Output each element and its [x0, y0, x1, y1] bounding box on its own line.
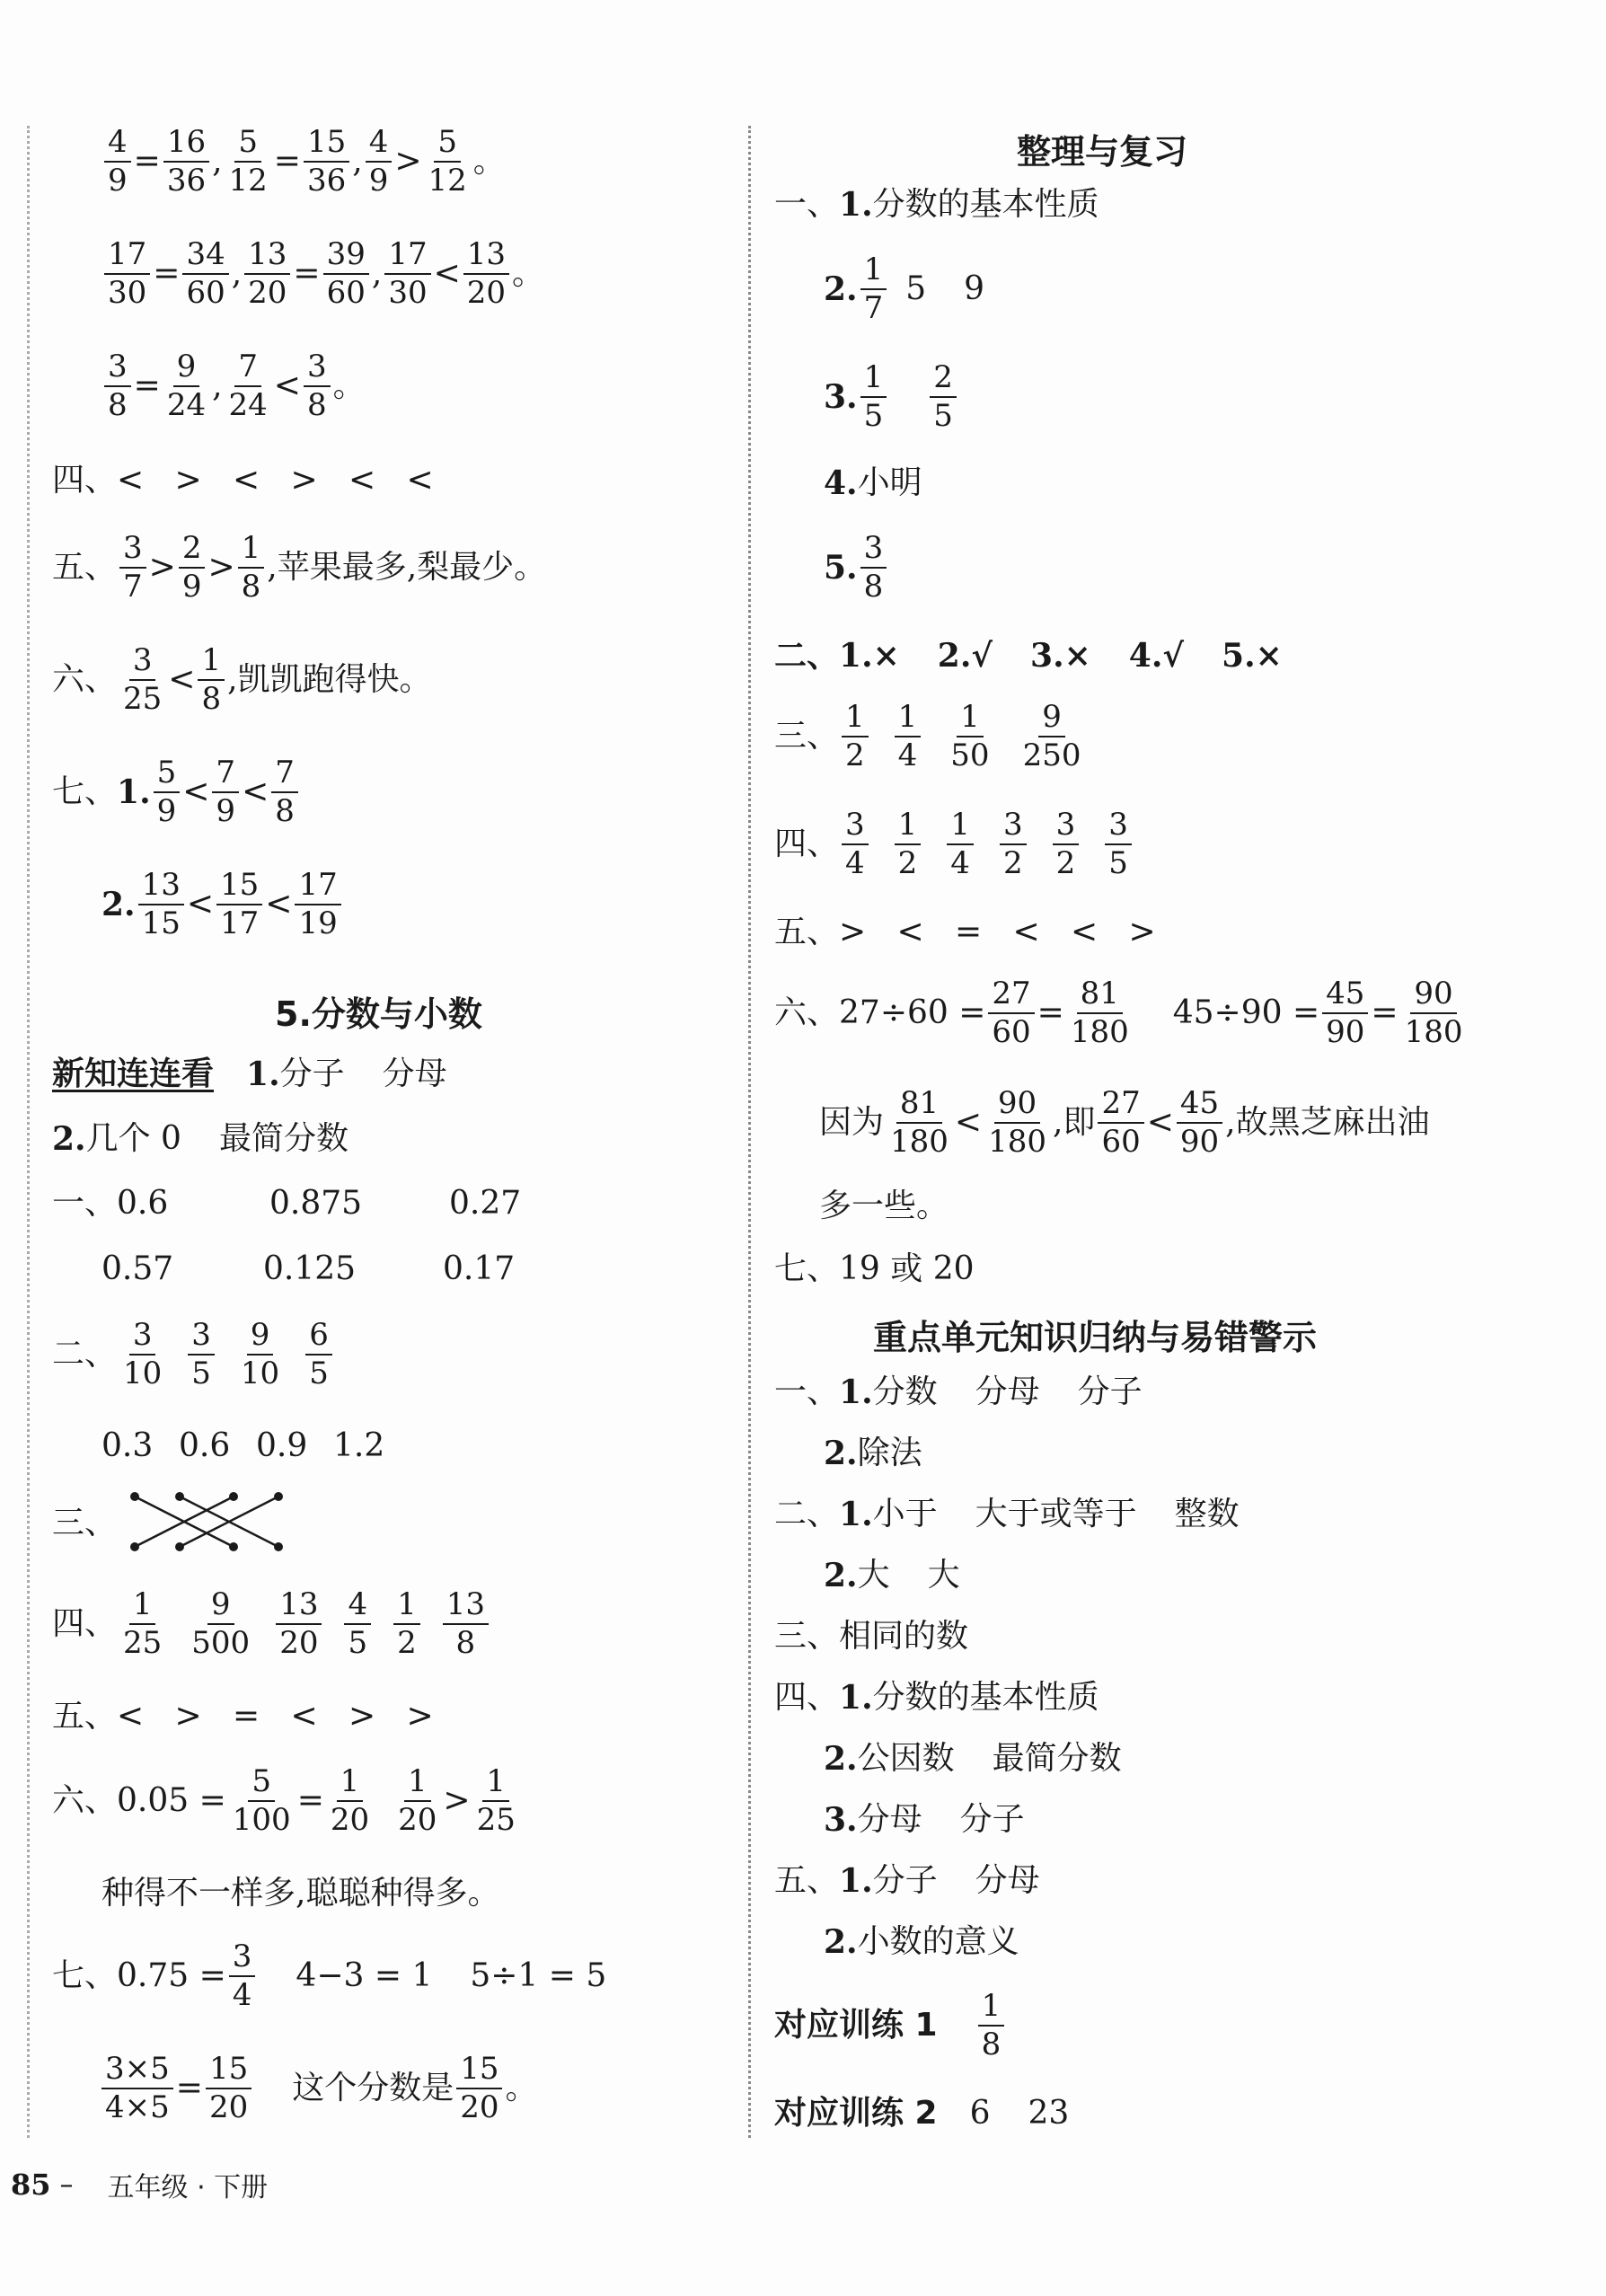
fraction: $\frac{1}{8}$ [978, 1990, 1005, 2061]
section-4-fractions: 四、 $\frac{1}{25}$ $\frac{9}{500}$ $\frac{13}{20}$ $\frac{4}{5}$ $\frac{1}{2}$ $\frac{13}{8}$ [52, 1588, 491, 1659]
fraction: $\frac{2}{9}$ [179, 532, 206, 603]
section-title-5: 5.分数与小数 [275, 994, 482, 1034]
fraction: $\frac{1}{25}$ [123, 1586, 163, 1661]
key-4-1: 四、 1. 分数的基本性质 [774, 1679, 1099, 1717]
fraction: $\frac{1}{7}$ [860, 253, 887, 324]
fraction: $\frac{3}{25}$ [123, 642, 163, 717]
fraction: $\frac{4}{5}$ [344, 1588, 371, 1659]
fraction: $\frac{1}{2}$ [842, 701, 869, 772]
fraction: $\frac{4}{9}$ [104, 126, 131, 197]
grade-label: 五年级 · 下册 [107, 2172, 269, 2203]
fraction: $\frac{4}{9}$ [366, 126, 393, 197]
review-6-equations: 六、 27÷60 = $\frac{27}{60}$ = $\frac{81}{180}$ 45÷90 = $\frac{45}{90}$ = $\frac{90}{180}$ [774, 977, 1469, 1048]
fraction: $\frac{7}{24}$ [228, 349, 268, 423]
fraction: $\frac{9}{500}$ [191, 1586, 251, 1661]
fraction: $\frac{27}{60}$ [1098, 1087, 1143, 1158]
fraction: $\frac{17}{30}$ [384, 238, 430, 309]
fraction: $\frac{81}{180}$ [1070, 976, 1129, 1050]
fraction: $\frac{13}{20}$ [276, 1588, 322, 1659]
review-3-fractions: 三、 $\frac{1}{2}$ $\frac{1}{4}$ $\frac{1}{50}$ $\frac{9}{250}$ [774, 701, 1087, 772]
fraction: $\frac{15}{17}$ [216, 869, 262, 940]
review-4-fractions: 四、 $\frac{3}{4}$ $\frac{1}{2}$ $\frac{1}{4}$ $\frac{3}{2}$ $\frac{3}{2}$ $\frac{3}{5}$ [774, 808, 1134, 879]
fraction: $\frac{1}{25}$ [476, 1763, 516, 1838]
section-6-conclusion: 种得不一样多,聪聪种得多。 [101, 1875, 500, 1912]
fraction: $\frac{90}{180}$ [988, 1085, 1046, 1160]
review-7-answer: 七、 19 或 20 [774, 1250, 975, 1287]
review-1-2: 2. $\frac{1}{7}$ 5 9 [824, 252, 985, 326]
fraction: $\frac{3}{2}$ [1000, 808, 1027, 879]
section-5-signs: 五、 < > = < > > [52, 1698, 434, 1735]
key-2-2: 2. 大 大 [824, 1557, 960, 1594]
fraction: $\frac{3}{4}$ [842, 808, 869, 879]
key-5-1: 五、 1. 分子 分母 [774, 1862, 1040, 1900]
fraction: $\frac{1}{20}$ [330, 1763, 370, 1838]
section-7-q1: 七、 1. $\frac{5}{9}$ < $\frac{7}{9}$ < $\frac{7}{8}$ [52, 756, 301, 827]
section-7-result: $\frac{3\times 5}{4\times 5}$ = $\frac{15}{20}$ 这个分数是 $\frac{15}{20}$ 。 [99, 2053, 538, 2124]
fraction: $\frac{13}{15}$ [138, 869, 184, 940]
fraction: $\frac{3}{8}$ [860, 532, 887, 603]
key-5-2: 2. 小数的意义 [824, 1923, 1019, 1961]
fraction: $\frac{3}{8}$ [304, 350, 331, 421]
section-2-fractions: 二、 $\frac{3}{10}$ $\frac{3}{5}$ $\frac{9}{10}$ $\frac{6}{5}$ [52, 1319, 335, 1390]
fraction: $\frac{9}{250}$ [1022, 699, 1081, 773]
column-divider [748, 126, 751, 2138]
left-margin-line [27, 126, 30, 2138]
key-1-2: 2. 除法 [824, 1435, 922, 1472]
fraction: $\frac{1}{8}$ [238, 532, 265, 603]
fraction: $\frac{5}{9}$ [154, 756, 181, 827]
answer-line-1: $\frac{4}{9}$ = $\frac{16}{36}$ , $\frac{5}{12}$ = $\frac{15}{36}$ , $\frac{4}{9}$ > $\frac{5}{12}$ 。 [101, 126, 506, 197]
answer-line-3: $\frac{3}{8}$ = $\frac{9}{24}$ , $\frac{7}{24}$ < $\frac{3}{8}$ 。 [101, 350, 366, 421]
xinzhi-line-2: 2. 几个 0 最简分数 [52, 1120, 349, 1158]
training-1: 对应训练 1 $\frac{1}{8}$ [774, 1990, 1007, 2061]
fraction: $\frac{3}{7}$ [119, 532, 146, 603]
fraction: $\frac{3}{10}$ [123, 1317, 163, 1391]
training-2: 对应训练 2 6 23 [774, 2095, 1070, 2132]
fraction: $\frac{2}{5}$ [930, 361, 957, 432]
fraction: $\frac{15}{20}$ [206, 2053, 251, 2124]
fraction: $\frac{3\times 5}{4\times 5}$ [101, 2053, 173, 2124]
review-5-signs: 五、 > < = < < > [774, 914, 1156, 950]
section-title-review: 整理与复习 [1017, 132, 1188, 172]
fraction: $\frac{5}{100}$ [232, 1763, 291, 1838]
fraction: $\frac{3}{2}$ [1053, 808, 1080, 879]
fraction: $\frac{17}{30}$ [104, 238, 150, 309]
section-5-answer: 五、 $\frac{3}{7}$ > $\frac{2}{9}$ > $\frac{1}{8}$ ,苹果最多,梨最少。 [52, 530, 547, 605]
xinzhi-tag: 新知连连看 [52, 1055, 215, 1092]
fraction: $\frac{1}{50}$ [950, 699, 990, 773]
key-4-3: 3. 分母 分子 [824, 1801, 1025, 1839]
fraction: $\frac{15}{36}$ [304, 126, 349, 197]
fraction: $\frac{6}{5}$ [305, 1319, 332, 1390]
footer-dash: – [59, 2168, 74, 2201]
fraction: $\frac{1}{5}$ [860, 361, 887, 432]
section-3-matching: 三、 [52, 1488, 296, 1559]
fraction: $\frac{7}{8}$ [271, 756, 298, 827]
fraction: $\frac{5}{12}$ [428, 124, 467, 199]
section-6-answer: 六、 $\frac{3}{25}$ < $\frac{1}{8}$ ,凯凯跑得快。 [52, 642, 432, 717]
review-2-judgements: 二、 1.× 2.√ 3.× 4.√ 5.× [774, 637, 1283, 675]
fraction: $\frac{3}{5}$ [1105, 808, 1132, 879]
fraction: $\frac{16}{36}$ [163, 126, 209, 197]
section-6-equation: 六、 0.05 = $\frac{5}{100}$ = $\frac{1}{20}$ $\frac{1}{20}$ > $\frac{1}{25}$ [52, 1765, 522, 1836]
xinzhi-line-1: 新知连连看 1. 分子 分母 [52, 1055, 447, 1093]
fraction: $\frac{1}{20}$ [398, 1763, 437, 1838]
answer-line-2: $\frac{17}{30}$ = $\frac{34}{60}$ , $\frac{13}{20}$ = $\frac{39}{60}$ , $\frac{17}{30}$ < $\frac{13}{20}$ 。 [101, 238, 544, 309]
fraction: $\frac{3}{4}$ [229, 1940, 256, 2011]
fraction: $\frac{15}{20}$ [456, 2053, 502, 2124]
fraction: $\frac{81}{180}$ [890, 1085, 949, 1160]
review-1-1: 一、 1. 分数的基本性质 [774, 186, 1099, 224]
review-1-4: 4. 小明 [824, 464, 922, 502]
section-2-decimals: 0.3 0.6 0.9 1.2 [101, 1427, 385, 1464]
fraction: $\frac{1}{2}$ [393, 1588, 420, 1659]
section-1-decimals: 一、 0.6 0.875 0.27 [52, 1185, 522, 1222]
key-2-1: 二、 1. 小于 大于或等于 整数 [774, 1496, 1240, 1533]
fraction: $\frac{45}{90}$ [1322, 977, 1368, 1048]
fraction: $\frac{34}{60}$ [182, 238, 228, 309]
fraction: $\frac{13}{20}$ [244, 238, 290, 309]
page-number: 85 [11, 2168, 51, 2202]
fraction: $\frac{3}{8}$ [104, 350, 131, 421]
section-4-signs: 四、 < > < > < < [52, 462, 434, 499]
fraction: $\frac{45}{90}$ [1177, 1087, 1222, 1158]
fraction: $\frac{13}{8}$ [443, 1588, 489, 1659]
key-3: 三、 相同的数 [774, 1618, 969, 1655]
matching-lines-diagram [117, 1488, 296, 1559]
fraction: $\frac{5}{12}$ [228, 124, 268, 199]
fraction: $\frac{1}{2}$ [895, 808, 922, 879]
review-6-reason: 因为 $\frac{81}{180}$ < $\frac{90}{180}$ ,即 $\frac{27}{60}$ < $\frac{45}{90}$ ,故黑芝麻出油 [819, 1085, 1430, 1160]
key-4-2: 2. 公因数 最简分数 [824, 1740, 1122, 1778]
key-1-1: 一、 1. 分数 分母 分子 [774, 1373, 1143, 1411]
fraction: $\frac{90}{180}$ [1404, 976, 1463, 1050]
section-7-q2: 2. $\frac{13}{15}$ < $\frac{15}{17}$ < $\frac{17}{19}$ [101, 869, 344, 940]
fraction: $\frac{1}{8}$ [198, 644, 225, 715]
page-footer [11, 2165, 268, 2204]
section-1-decimals-2: 0.57 0.125 0.17 [101, 1250, 516, 1287]
section-title-key-points: 重点单元知识归纳与易错警示 [873, 1318, 1318, 1357]
fraction: $\frac{1}{4}$ [947, 808, 974, 879]
fraction: $\frac{9}{10}$ [240, 1317, 280, 1391]
fraction: $\frac{7}{9}$ [212, 756, 239, 827]
fraction: $\frac{27}{60}$ [988, 977, 1034, 1048]
section-7-equation: 七、 0.75 = $\frac{3}{4}$ 4−3 = 1 5÷1 = 5 [52, 1938, 607, 2013]
review-6-conclusion: 多一些。 [819, 1188, 949, 1224]
fraction: $\frac{39}{60}$ [323, 238, 369, 309]
fraction: $\frac{13}{20}$ [463, 238, 509, 309]
fraction: $\frac{1}{4}$ [895, 701, 922, 772]
review-1-5: 5. $\frac{3}{8}$ [824, 532, 889, 603]
fraction: $\frac{17}{19}$ [295, 869, 340, 940]
fraction: $\frac{3}{5}$ [188, 1319, 215, 1390]
fraction: $\frac{9}{24}$ [166, 349, 207, 423]
review-1-3: 3. $\frac{1}{5}$ $\frac{2}{5}$ [824, 361, 959, 432]
